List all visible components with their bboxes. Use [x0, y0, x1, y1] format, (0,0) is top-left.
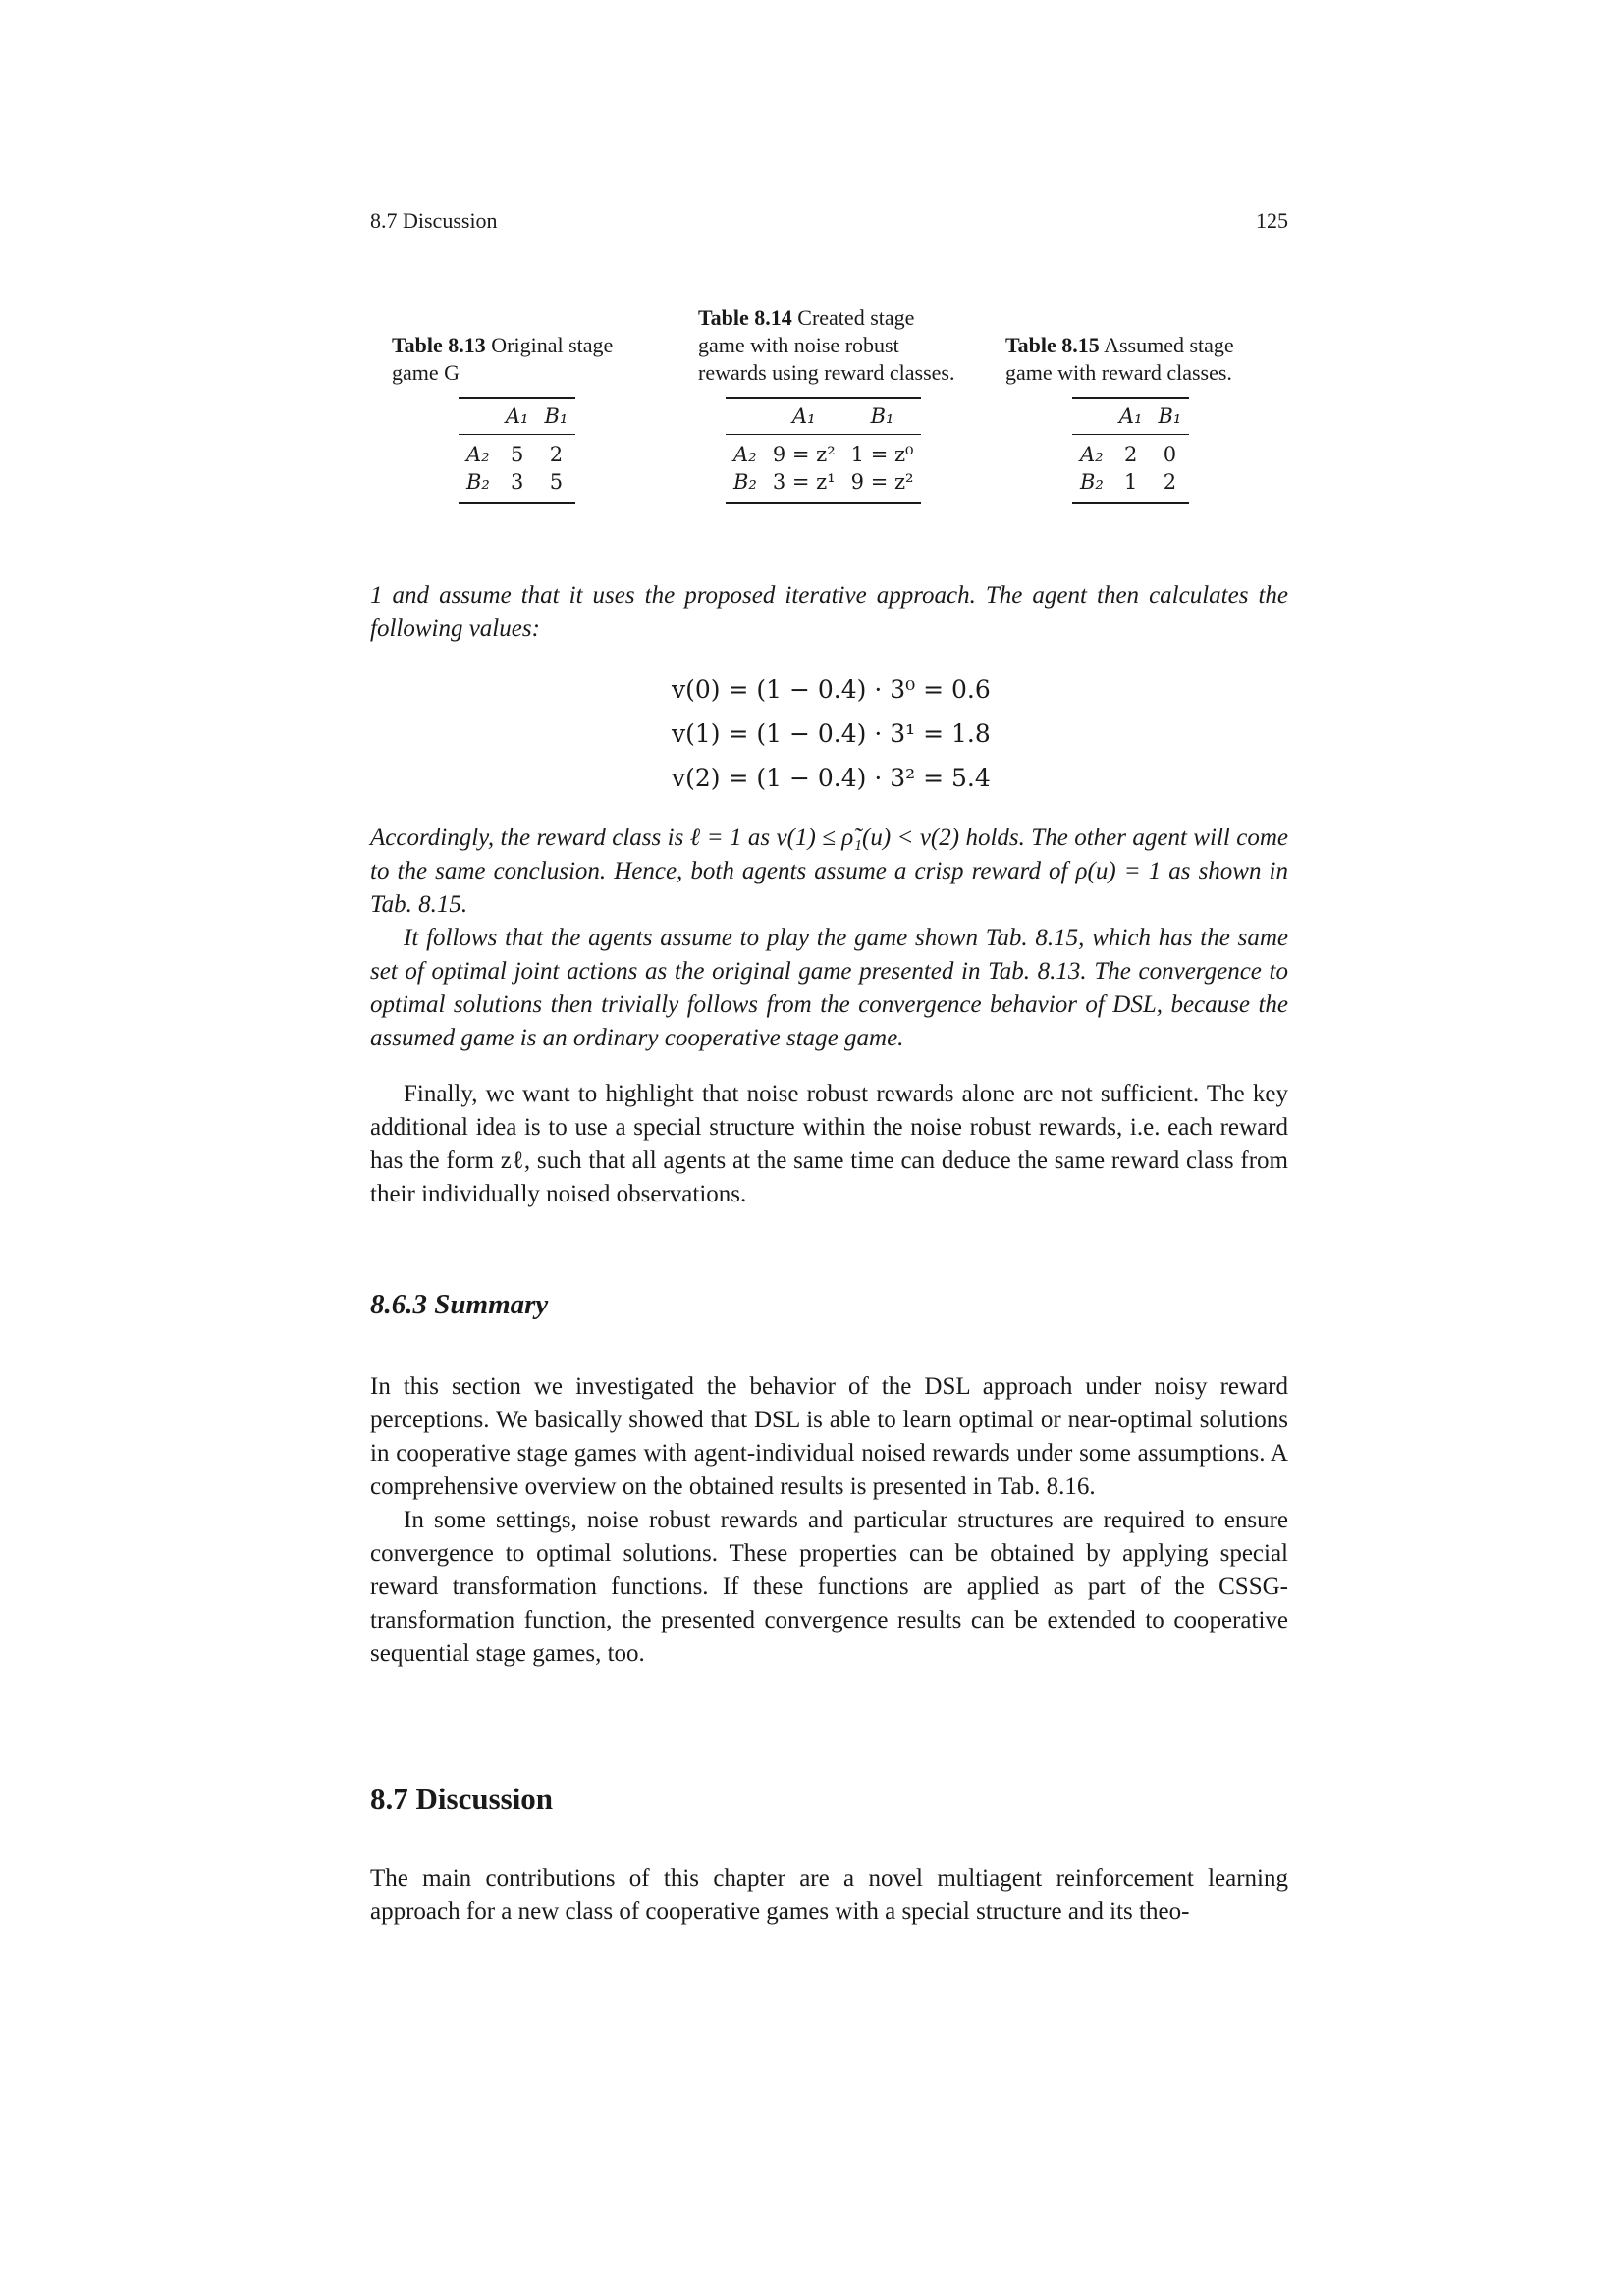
running-head-section: 8.7 Discussion — [370, 208, 498, 233]
row-header: A₂ — [466, 443, 490, 466]
table-caption — [392, 332, 657, 387]
page-number: 125 — [1256, 208, 1288, 233]
stage-game-table — [726, 397, 921, 504]
table-caption-text: Created stage game with noise robust rewards using reward classes. — [698, 305, 955, 385]
table-8-14 — [698, 304, 963, 504]
col-header: A₁ — [498, 398, 537, 435]
col-header: A₁ — [1111, 398, 1151, 435]
example-continuation — [370, 822, 1288, 1055]
equation: v(1) = (1 − 0.4) · 3¹ = 1.8 — [672, 720, 991, 748]
table-label: Table 8.14 — [698, 305, 792, 330]
stage-game-table — [1072, 397, 1189, 504]
table-cell: 3 — [498, 468, 537, 503]
paragraph-finally — [370, 1078, 1288, 1211]
row-header: B₂ — [459, 468, 498, 503]
row-header: A₂ — [1080, 443, 1104, 466]
equation: v(0) = (1 − 0.4) · 3⁰ = 0.6 — [672, 675, 991, 704]
col-header: A₁ — [765, 398, 843, 435]
table-cell: 1 = z⁰ — [850, 443, 914, 466]
paragraph: In this section we investigated the behavior of the DSL approach under noisy reward perceptions. We basically showed that DSL is able to learn optimal or near-optimal solutions in cooperative stage games with agent-individual noised rewards under some assumptions. A comprehensive overview on the obtained results is presented in Tab. 8.16. — [370, 1373, 1288, 1500]
table-caption — [698, 304, 963, 387]
discussion-body — [370, 1862, 1288, 1929]
table-caption — [1005, 332, 1271, 387]
table-cell: 9 = z² — [772, 443, 836, 466]
table-8-13 — [392, 332, 657, 504]
row-header: A₂ — [733, 443, 757, 466]
col-header: B₁ — [536, 398, 575, 435]
paragraph: In some settings, noise robust rewards and particular structures are required to ensure convergence to optimal solutions. These properties can be obtained by applying special reward transformation functions. If these functions are applied as part of the CSSG-transformation function, the presented convergence results can be extended to cooperative sequential stage games, too. — [370, 1507, 1288, 1667]
col-header: B₁ — [843, 398, 922, 435]
table-cell: 1 — [1111, 468, 1151, 503]
table-8-15 — [1005, 332, 1271, 504]
section-heading-summary: 8.6.3 Summary — [370, 1289, 549, 1320]
paragraph: It follows that the agents assume to play the game shown Tab. 8.15, which has the same set of optimal joint actions as the original game presented in Tab. 8.13. The convergence to optimal solutions then trivially follows from the convergence behavior of DSL, because the assumed game is an ordinary cooperative stage game. — [370, 925, 1288, 1051]
table-caption-text: Assumed stage game with reward classes. — [1005, 333, 1234, 385]
equation-block — [672, 667, 991, 800]
paragraph: Accordingly, the reward class is ℓ = 1 as v(1) ≤ ρ̃₁(u) < v(2) holds. The other agent will come to the same conclusion. Hence, both agents assume a crisp reward of ρ(u) = 1 as shown in Tab. 8.15. — [370, 825, 1288, 918]
table-cell: 5 — [536, 468, 575, 503]
equation: v(2) = (1 − 0.4) · 3² = 5.4 — [672, 764, 991, 792]
paragraph: Finally, we want to highlight that noise robust rewards alone are not sufficient. The key additional idea is to use a special structure within the noise robust rewards, i.e. each reward has the form zℓ, such that all agents at the same time can deduce the same reward class from their individually noised observations. — [370, 1081, 1288, 1207]
example-intro — [370, 579, 1288, 646]
running-head — [370, 208, 1288, 238]
table-cell: 0 — [1163, 443, 1177, 466]
paragraph: The main contributions of this chapter are a novel multiagent reinforcement learning approach for a new class of cooperative games with a special structure and its theo- — [370, 1865, 1288, 1925]
table-label: Table 8.15 — [1005, 333, 1100, 357]
row-header: B₂ — [726, 468, 765, 503]
section-heading-discussion: 8.7 Discussion — [370, 1782, 554, 1816]
table-cell: 3 = z¹ — [765, 468, 843, 503]
table-cell: 2 — [549, 443, 564, 466]
table-label: Table 8.13 — [392, 333, 486, 357]
summary-body — [370, 1370, 1288, 1671]
table-cell: 2 — [1150, 468, 1189, 503]
table-cell: 2 — [1123, 443, 1138, 466]
row-header: B₂ — [1072, 468, 1111, 503]
example-intro-text: 1 and assume that it uses the proposed iterative approach. The agent then calculates the following values: — [370, 582, 1288, 642]
table-caption-text: Original stage game G — [392, 333, 614, 385]
table-cell: 9 = z² — [843, 468, 922, 503]
stage-game-table — [459, 397, 575, 504]
table-cell: 5 — [510, 443, 524, 466]
col-header: B₁ — [1150, 398, 1189, 435]
